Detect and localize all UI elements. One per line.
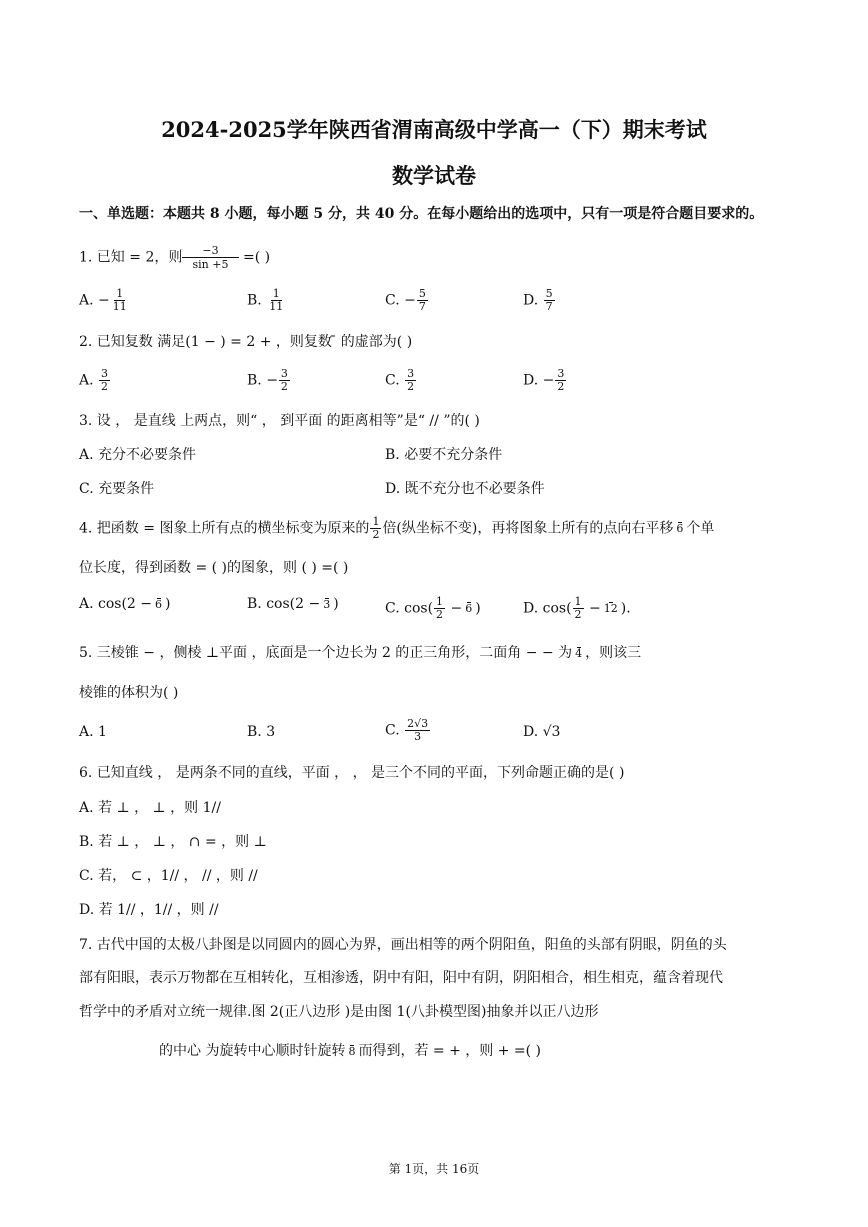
q5-c-num: 2√3 <box>407 717 429 730</box>
q7-rot-den: 8 <box>348 1044 356 1058</box>
q1-b-prefix: B. <box>247 292 267 309</box>
q4-c-mid: − <box>446 600 463 617</box>
q3-option-b[interactable]: B. 必要不充分条件 <box>385 447 503 463</box>
q4-c-den: 2 <box>436 608 444 621</box>
q1-d-num: 5 <box>545 287 553 300</box>
page-footer: 第 1页，共 16页 <box>388 1162 480 1176</box>
q4-stem-c: 个单 <box>686 520 715 537</box>
q4-shift-frac <box>674 522 685 535</box>
question-7-line1: 7. 古代中国的太极八卦图是以同圆内的圆心为界，画出相等的两个阴阳鱼，阳鱼的头部有阴眼，阴鱼的头 <box>79 937 727 953</box>
q2-option-b[interactable] <box>247 368 291 393</box>
q2-c-num: 3 <box>407 367 415 380</box>
q2-d-prefix: D. − <box>523 372 555 389</box>
q4-option-c[interactable] <box>385 596 481 621</box>
q2-option-c[interactable] <box>385 368 417 393</box>
q4-d-den: 2 <box>574 608 582 621</box>
q2-a-den: 2 <box>101 380 109 393</box>
q1-c-frac <box>417 288 428 313</box>
question-4-stem-line2: 位长度，得到函数 = ( )的图象，则 ( ) =( ) <box>79 560 349 576</box>
q2-b-den: 2 <box>280 380 288 393</box>
q6-option-b[interactable]: B. 若 ⊥ ， ⊥ ， ∩ = ，则 ⊥ <box>79 834 267 850</box>
question-4-stem <box>79 516 714 541</box>
q7-line4-a: 的中心 为旋转中心顺时针旋转 <box>159 1043 346 1059</box>
q5-option-b[interactable]: B. 3 <box>247 724 276 740</box>
q1-option-d[interactable] <box>523 288 556 313</box>
q1-c-num: 5 <box>418 287 426 300</box>
q1-option-c[interactable] <box>385 288 429 313</box>
q1-d-frac <box>544 288 555 313</box>
q5-c-prefix: C. <box>385 722 405 739</box>
q2-a-prefix: A. <box>79 372 99 389</box>
page-title: 2024-2025学年陕西省渭南高级中学高一（下）期末考试 <box>161 117 707 142</box>
q2-b-frac <box>279 368 290 393</box>
q4-a-den: 6 <box>155 597 163 611</box>
question-2-stem: 2. 已知复数 满足(1 − ) = 2 + ，则复数 ̄ 的虚部为( ) <box>79 334 413 350</box>
q4-stem-a: 4. 把函数 = 图象上所有点的横坐标变为原来的 <box>79 520 370 537</box>
q2-c-frac <box>405 368 416 393</box>
q2-c-prefix: C. <box>385 372 405 389</box>
q5-c-frac <box>405 718 430 743</box>
q4-c-close: ) <box>475 600 481 617</box>
q4-d-frac1 <box>573 596 584 621</box>
question-5-stem <box>79 642 641 662</box>
q4-b-den: 3 <box>323 597 331 611</box>
q1-c-prefix: C. − <box>385 292 416 309</box>
q2-option-a[interactable] <box>79 368 111 393</box>
q4-c-den2: 6 <box>465 602 473 615</box>
q4-option-d[interactable] <box>523 596 631 621</box>
q4-d-text: D. cos( <box>523 600 572 617</box>
q4-c-frac1 <box>434 596 445 621</box>
q5-c-den: 3 <box>414 730 422 743</box>
question-7-line3: 哲学中的矛盾对立统一规律.图 2(正八边形 )是由图 1(八卦模型图)抽象并以正八边形 <box>79 1004 599 1020</box>
q1-a-den: 11 <box>112 300 127 313</box>
question-7-line2: 部有阳眼，表示万物都在互相转化，互相渗透，阴中有阳，阳中有阴，阴阳相合，相生相克，蕴含着现代 <box>79 970 723 986</box>
q2-d-num: 3 <box>557 367 565 380</box>
q3-option-c[interactable]: C. 充要条件 <box>79 481 155 497</box>
q1-d-den: 7 <box>545 300 553 313</box>
q1-frac-num: −3 <box>182 244 238 258</box>
q2-d-den: 2 <box>557 380 565 393</box>
q4-half-den: 2 <box>372 528 380 541</box>
q4-option-b[interactable] <box>247 596 339 612</box>
q4-d-frac2 <box>602 602 620 615</box>
q2-b-prefix: B. − <box>247 372 278 389</box>
q4-d-num: 1 <box>574 595 582 608</box>
q4-a-frac <box>153 598 164 611</box>
q4-c-num: 1 <box>436 595 444 608</box>
q5-option-d[interactable]: D. √3 <box>523 724 561 740</box>
q1-b-frac <box>267 288 285 313</box>
q5-option-c[interactable] <box>385 718 431 743</box>
q5-stem-a: 5. 三棱锥 − ，侧棱 ⊥平面 ，底面是一个边长为 2 的正三角形，二面角 − − 为 <box>79 645 573 661</box>
q1-fraction <box>182 244 238 271</box>
q4-a-text: A. cos(2 − <box>79 596 153 612</box>
q4-c-text: C. cos( <box>385 600 434 617</box>
q4-d-den2: 12 <box>603 602 618 615</box>
q1-option-a[interactable] <box>79 288 130 313</box>
question-7-line4 <box>159 1040 541 1060</box>
q2-d-frac <box>555 368 566 393</box>
q5-stem-b: ，则该三 <box>585 645 642 661</box>
q3-option-d[interactable]: D. 既不充分也不必要条件 <box>385 481 545 497</box>
question-3-stem: 3. 设 ， 是直线 上两点，则“ ， 到平面 的距离相等”是“ // ”的( ) <box>79 413 480 429</box>
q4-half-frac <box>370 516 381 541</box>
q1-option-b[interactable] <box>247 288 286 313</box>
q1-b-num: 1 <box>272 287 280 300</box>
q1-b-den: 11 <box>269 300 284 313</box>
q6-option-a[interactable]: A. 若 ⊥ ， ⊥ ，则 1// <box>79 800 221 816</box>
q4-shift-den: 6 <box>676 522 684 535</box>
q1-d-prefix: D. <box>523 292 543 309</box>
q7-line4-b: 而得到，若 = + ，则 + =( ) <box>358 1043 541 1059</box>
q4-half-num: 1 <box>372 515 380 528</box>
q1-c-den: 7 <box>418 300 426 313</box>
q4-option-a[interactable] <box>79 596 170 612</box>
q3-option-a[interactable]: A. 充分不必要条件 <box>79 447 197 463</box>
question-6-stem: 6. 已知直线 ， 是两条不同的直线，平面 ， ， 是三个不同的平面，下列命题正确的是( ) <box>79 765 625 781</box>
q4-b-frac <box>321 598 332 611</box>
q1-a-frac <box>111 288 129 313</box>
q4-b-text: B. cos(2 − <box>247 596 321 612</box>
q7-rot-frac <box>346 1045 357 1058</box>
q4-b-close: ) <box>333 596 339 612</box>
q4-a-close: ) <box>165 596 171 612</box>
q1-stem-b: =( ) <box>238 249 271 266</box>
q2-a-num: 3 <box>101 367 109 380</box>
question-5-stem-line2: 棱锥的体积为( ) <box>79 685 179 701</box>
q6-option-d[interactable]: D. 若 1// ，1// ，则 // <box>79 902 219 918</box>
q2-option-d[interactable] <box>523 368 567 393</box>
question-1-stem <box>79 244 270 271</box>
q1-a-prefix: A. − <box>79 292 110 309</box>
q4-stem-b: 倍(纵坐标不变)，再将图象上所有的点向右平移 <box>382 520 674 537</box>
q5-option-a[interactable]: A. 1 <box>79 724 107 740</box>
q1-frac-den: sin +5 <box>192 258 229 271</box>
q6-option-c[interactable]: C. 若， ⊂ ，1// ， // ，则 // <box>79 868 258 884</box>
section-heading: 一、单选题：本题共 8 小题，每小题 5 分，共 40 分。在每小题给出的选项中，只有一项是符合题目要求的。 <box>79 206 764 222</box>
q4-d-mid: − <box>584 600 601 617</box>
q5-angle-den: 4 <box>575 646 583 660</box>
q2-b-num: 3 <box>280 367 288 380</box>
q1-stem-a: 1. 已知 = 2，则 <box>79 249 183 266</box>
page-subtitle: 数学试卷 <box>392 163 476 188</box>
q4-d-close: ). <box>620 600 631 617</box>
q5-angle-frac <box>573 647 584 660</box>
q1-a-num: 1 <box>116 287 124 300</box>
q4-c-frac2 <box>463 602 474 615</box>
q2-a-frac <box>99 368 110 393</box>
q2-c-den: 2 <box>407 380 415 393</box>
